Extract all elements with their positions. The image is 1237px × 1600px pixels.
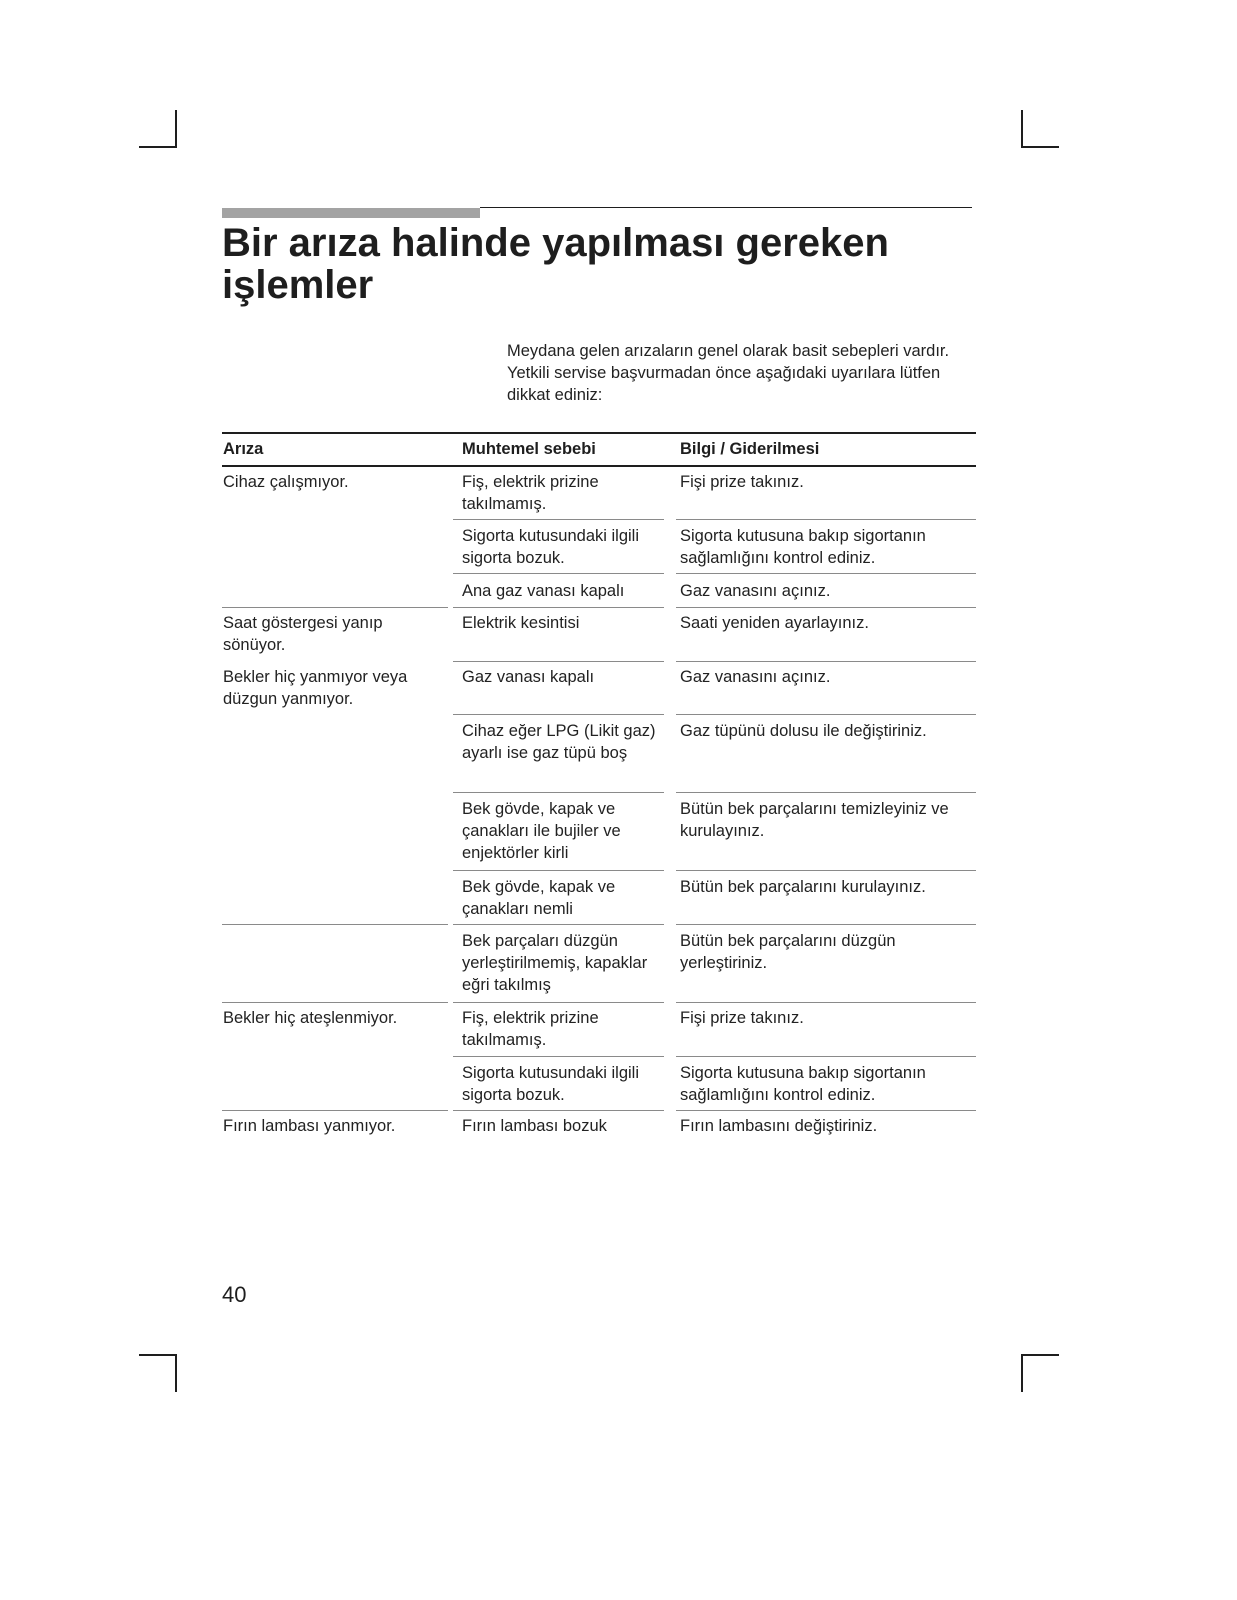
header-remedy: Bilgi / Giderilmesi <box>680 440 820 458</box>
cell-remedy: Gaz vanasını açınız. <box>680 668 831 686</box>
cell-fault: Saat göstergesi yanıp sönüyor. <box>223 614 383 654</box>
cell-fault: Fırın lambası yanmıyor. <box>223 1117 396 1135</box>
cell-remedy: Bütün bek parçalarını düzgün yerleştiriniz. <box>680 932 896 972</box>
page-title: Bir arıza halinde yapılması gereken işlemler <box>222 221 889 307</box>
cell-cause: Fiş, elektrik prizine takılmamış. <box>462 473 599 513</box>
row-divider <box>453 573 664 574</box>
title-rule <box>480 207 972 208</box>
row-divider <box>676 519 976 520</box>
table-top-rule <box>222 432 976 434</box>
row-divider <box>453 607 664 608</box>
row-divider <box>676 607 976 608</box>
row-divider <box>222 607 448 608</box>
cell-cause: Fırın lambası bozuk <box>462 1117 607 1135</box>
row-divider <box>676 714 976 715</box>
row-divider <box>676 573 976 574</box>
row-divider <box>676 924 976 925</box>
row-divider <box>453 924 664 925</box>
cell-remedy: Fişi prize takınız. <box>680 473 804 491</box>
row-divider <box>222 924 448 925</box>
cell-remedy: Bütün bek parçalarını temizleyiniz ve kurulayınız. <box>680 800 949 840</box>
cell-cause: Fiş, elektrik prizine takılmamış. <box>462 1009 599 1049</box>
row-divider <box>676 1002 976 1003</box>
crop-mark-bl-v <box>175 1354 177 1392</box>
row-divider <box>453 1110 664 1111</box>
title-accent-bar <box>222 208 480 218</box>
header-fault: Arıza <box>223 440 264 458</box>
cell-cause: Sigorta kutusundaki ilgili sigorta bozuk. <box>462 527 640 567</box>
crop-mark-bl-h <box>139 1354 177 1356</box>
cell-cause: Bek parçaları düzgün yerleştirilmemiş, kapaklar eğri takılmış <box>462 932 648 994</box>
row-divider <box>453 1056 664 1057</box>
cell-remedy: Bütün bek parçalarını kurulayınız. <box>680 878 926 896</box>
crop-mark-tl-h <box>139 146 177 148</box>
cell-cause: Gaz vanası kapalı <box>462 668 595 686</box>
cell-cause: Sigorta kutusundaki ilgili sigorta bozuk. <box>462 1064 640 1104</box>
row-divider <box>676 792 976 793</box>
row-divider <box>453 870 664 871</box>
row-divider <box>676 661 976 662</box>
cell-cause: Ana gaz vanası kapalı <box>462 582 625 600</box>
row-divider <box>676 1110 976 1111</box>
cell-cause: Bek gövde, kapak ve çanakları ile bujiler ve enjektörler kirli <box>462 800 621 862</box>
crop-mark-tl-v <box>175 110 177 148</box>
page-number: 40 <box>222 1282 247 1307</box>
cell-fault: Cihaz çalışmıyor. <box>223 473 349 491</box>
row-divider <box>676 1056 976 1057</box>
cell-remedy: Fırın lambasını değiştiriniz. <box>680 1117 878 1135</box>
row-divider <box>453 1002 664 1003</box>
cell-remedy: Gaz vanasını açınız. <box>680 582 831 600</box>
cell-remedy: Gaz tüpünü dolusu ile değiştiriniz. <box>680 722 927 740</box>
row-divider <box>453 714 664 715</box>
header-cause: Muhtemel sebebi <box>462 440 596 458</box>
crop-mark-br-v <box>1021 1354 1023 1392</box>
row-divider <box>222 1002 448 1003</box>
row-divider <box>222 1110 448 1111</box>
cell-remedy: Saati yeniden ayarlayınız. <box>680 614 869 632</box>
table-header-rule <box>222 465 976 467</box>
cell-fault: Bekler hiç ateşlenmiyor. <box>223 1009 398 1027</box>
row-divider <box>453 661 664 662</box>
row-divider <box>453 792 664 793</box>
crop-mark-tr-v <box>1021 110 1023 148</box>
cell-cause: Bek gövde, kapak ve çanakları nemli <box>462 878 616 918</box>
cell-cause: Elektrik kesintisi <box>462 614 580 632</box>
cell-fault: Bekler hiç yanmıyor veya düzgun yanmıyor. <box>223 668 408 708</box>
cell-cause: Cihaz eğer LPG (Likit gaz) ayarlı ise gaz tüpü boş <box>462 722 656 762</box>
cell-remedy: Sigorta kutusuna bakıp sigortanın sağlamlığını kontrol ediniz. <box>680 1064 926 1104</box>
cell-remedy: Sigorta kutusuna bakıp sigortanın sağlamlığını kontrol ediniz. <box>680 527 926 567</box>
crop-mark-tr-h <box>1021 146 1059 148</box>
crop-mark-br-h <box>1021 1354 1059 1356</box>
row-divider <box>453 519 664 520</box>
cell-remedy: Fişi prize takınız. <box>680 1009 804 1027</box>
intro-text: Meydana gelen arızaların genel olarak basit sebepleri vardır. Yetkili servise başvurmadan önce aşağıdaki uyarılara lütfen dikkat ediniz: <box>507 342 950 404</box>
row-divider <box>676 870 976 871</box>
